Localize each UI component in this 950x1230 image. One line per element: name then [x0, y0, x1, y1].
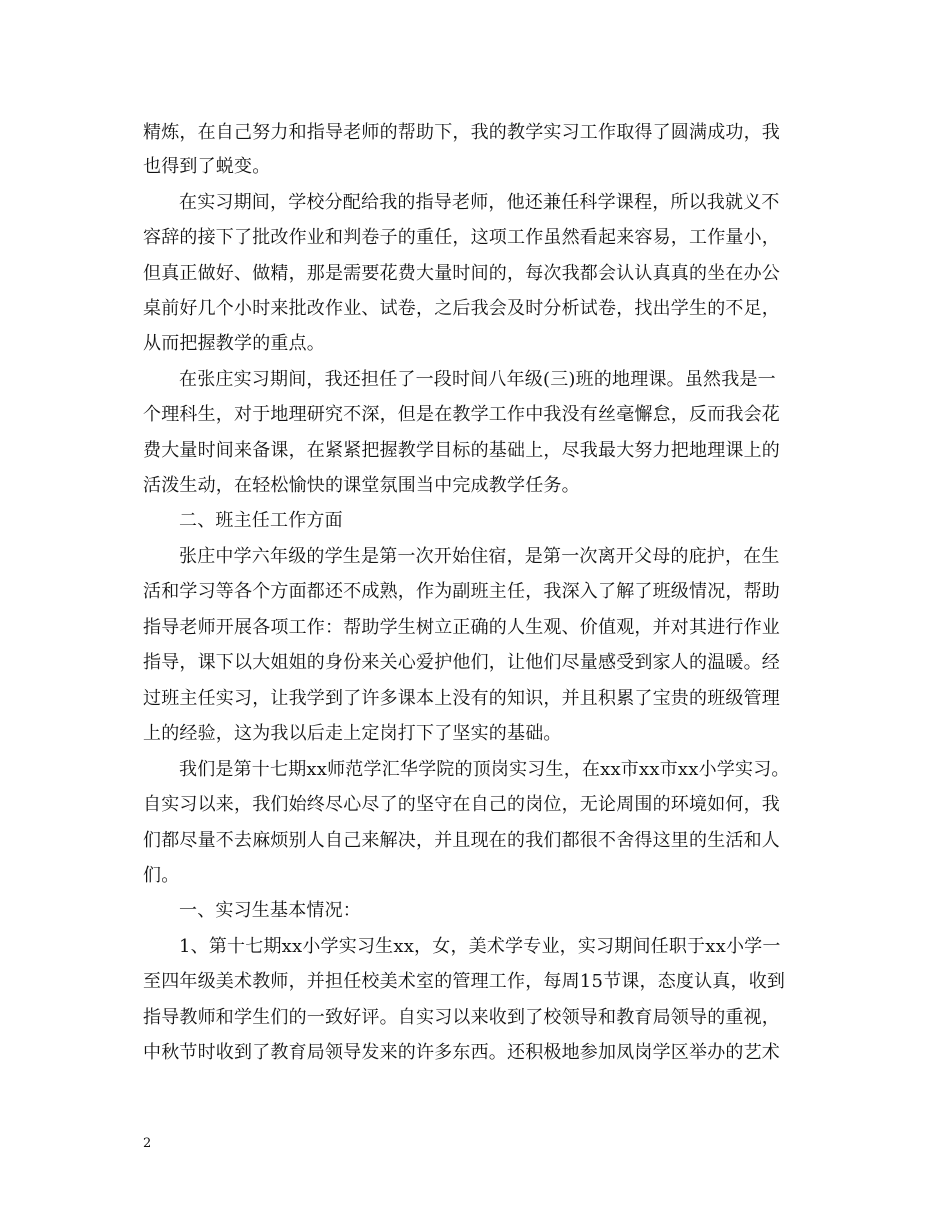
text-line: 过班主任实习，让我学到了许多课本上没有的知识，并且积累了宝贵的班级管理 — [143, 688, 780, 709]
section-heading: 二、班主任工作方面 — [179, 510, 343, 531]
text-line: 精炼，在自己努力和指导老师的帮助下，我的教学实习工作取得了圆满成功，我 — [143, 122, 780, 143]
text-line: 活和学习等各个方面都还不成熟，作为副班主任，我深入了解了班级情况，帮助 — [143, 581, 780, 602]
text-line: 们都尽量不去麻烦别人自己来解决，并且现在的我们都很不舍得这里的生活和人 — [143, 830, 780, 851]
page-number: 2 — [143, 1136, 152, 1151]
text-line: 们。 — [143, 865, 180, 886]
text-line: 也得到了蜕变。 — [143, 156, 271, 177]
text-line: 在张庄实习期间，我还担任了一段时间八年级(三)班的地理课。虽然我是一 — [179, 369, 776, 390]
text-line: 张庄中学六年级的学生是第一次开始住宿，是第一次离开父母的庇护，在生 — [179, 546, 780, 567]
text-line: 至四年级美术教师，并担任校美术室的管理工作，每周15节课，态度认真，收到 — [143, 971, 786, 992]
text-line: 上的经验，这为我以后走上定岗打下了坚实的基础。 — [143, 723, 562, 744]
text-line: 自实习以来，我们始终尽心尽了的坚守在自己的岗位，无论周围的环境如何，我 — [143, 794, 780, 815]
text-line: 在实习期间，学校分配给我的指导老师，他还兼任科学课程，所以我就义不 — [179, 192, 780, 213]
text-line: 从而把握教学的重点。 — [143, 333, 325, 354]
text-line: 活泼生动，在轻松愉快的课堂氛围当中完成教学任务。 — [143, 475, 580, 496]
text-line: 费大量时间来备课，在紧紧把握教学目标的基础上，尽我最大努力把地理课上的 — [143, 440, 780, 461]
text-line: 容辞的接下了批改作业和判卷子的重任，这项工作虽然看起来容易，工作量小， — [143, 227, 780, 248]
text-line: 1、第十七期xx小学实习生xx，女，美术学专业，实习期间任职于xx小学一 — [179, 936, 781, 957]
section-heading: 一、实习生基本情况： — [179, 900, 361, 921]
text-line: 我们是第十七期xx师范学汇华学院的顶岗实习生，在xx市xx市xx小学实习。 — [179, 759, 790, 780]
text-line: 个理科生，对于地理研究不深，但是在教学工作中我没有丝毫懈怠，反而我会花 — [143, 404, 780, 425]
text-line: 中秋节时收到了教育局领导发来的许多东西。还积极地参加凤岗学区举办的艺术 — [143, 1042, 780, 1063]
text-line: 指导教师和学生们的一致好评。自实习以来收到了校领导和教育局领导的重视， — [143, 1007, 780, 1028]
text-line: 指导，课下以大姐姐的身份来关心爱护他们，让他们尽量感受到家人的温暖。经 — [143, 652, 780, 673]
text-line: 指导老师开展各项工作：帮助学生树立正确的人生观、价值观，并对其进行作业 — [143, 617, 780, 638]
text-line: 但真正做好、做精，那是需要花费大量时间的，每次我都会认认真真的坐在办公 — [143, 263, 780, 284]
text-line: 桌前好几个小时来批改作业、试卷，之后我会及时分析试卷，找出学生的不足， — [143, 298, 780, 319]
